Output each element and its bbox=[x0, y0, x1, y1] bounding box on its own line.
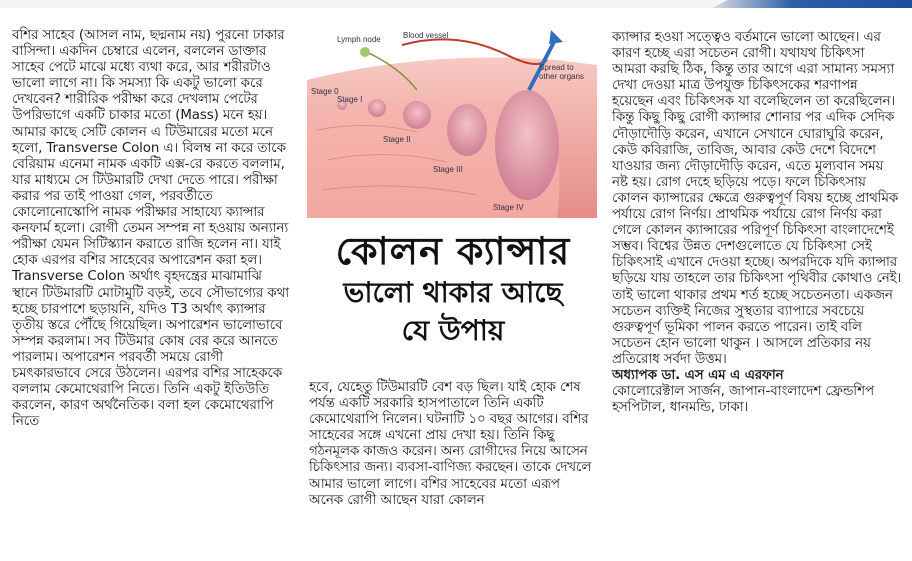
label-stage4: Stage IV bbox=[493, 203, 524, 212]
illustration-svg bbox=[307, 20, 597, 218]
label-stage1: Stage I bbox=[337, 95, 363, 104]
article-text-col2: হবে, যেহেতু টিউমারটি বেশ বড় ছিল। যাই হোক শেষ পর্যন্ত একটি সরকারি হাসপাতালে তিনি একটি কেমোথেরাপি নিলেন। ঘটনাটি ১০ বছর আগের। বশির সাহেবের সঙ্গে এখনো প্রায় দেখা হয়। তিনি কিছু গঠনমূলক কাজও করেন। অন্য রোগীদের নিয়ে আসেন চিকিৎসার জন্য। ব্যবসা-বাণিজ্য করছেন। তাকে দেখলে আমার ভালো লাগে। বশির সাহেবের মতো এরূপ অনেক রোগী আছেন যারা কোলন bbox=[309, 380, 592, 508]
headline-subtitle-2: যে উপায় bbox=[401, 314, 505, 347]
author-title: কোলোরেক্টাল সার্জন, জাপান-বাংলাদেশ ফ্রেন্ডশিপ হসপিটাল, ধানমন্ডি, ঢাকা। bbox=[612, 384, 874, 416]
lymph-node-icon bbox=[360, 47, 370, 57]
top-decorative-bar bbox=[0, 0, 912, 8]
article-text-col3: ক্যান্সার হওয়া সত্ত্বেও বর্তমানে ভালো আছেন। এর কারণ হচ্ছে এরা সচেতন রোগী। যথাযথ চিকিৎসা আমরা করছি ঠিক, কিন্তু তার আগে এরা সামান্য সমস্যা দেখা দেওয়া মাত্র উপযুক্ত চিকিৎসকের শরণাপন্ন হয়েছেন এবং চিকিৎসক যা বলেছিলেন তা করেছিলেন। কিন্তু কিছু কিছু রোগী ক্যান্সার শোনার পর এদিক সেদিক দৌড়াদৌড়ি করেন, এখানে সেখানে ঘোরাঘুরি করেন, কেউ কবিরাজি, তাবিজ, আবার কেউ দেশে বিদেশে যাওয়ার জন্য দৌড়াদৌড়ি করেন, এতে মূল্যবান সময় নষ্ট হয়। রোগ দেহে ছড়িয়ে পড়ে। ফলে চিকিৎসায় কোলন ক্যান্সারের ক্ষেত্রে গুরুত্বপূর্ণ বিষয় হচ্ছে প্রাথমিক পর্যায়ে রোগ নির্ণয়। প্রাথমিক পর্যায়ে রোগ নির্ণয় করা গেলে কোলন ক্যান্সারের পরিপূর্ণ চিকিৎসা বাংলাদেশেই সম্ভব। বিশ্বের উন্নত দেশগুলোতে যে চিকিৎসা সেই চিকিৎসাই এখানে দেওয়া হচ্ছে। অপরদিকে যদি ক্যান্সার ছড়িয়ে যায় তাহলে তার চিকিৎসা পৃথিবীর কোথাও নেই। তাই ভালো থাকার প্রথম শর্ত হচ্ছে সচেতনতা। একজন সচেতন ব্যক্তিই নিজের সুস্থতার ব্যাপারে সবচেয়ে গুরুত্বপূর্ণ ভূমিকা পালন করতে পারেন। তাই বলি সচেতন হোন ভালো থাকুন । আসলে প্রতিকার নয় প্রতিরোধ সর্বদা উত্তম। bbox=[612, 30, 902, 367]
label-lymph-node: Lymph node bbox=[337, 35, 381, 44]
article-column-2 bbox=[309, 380, 597, 509]
label-spread-2: other organs bbox=[539, 72, 584, 81]
article-headline bbox=[300, 228, 606, 350]
author-name: অধ্যাপক ডা. এস এম এ এরফান bbox=[612, 367, 784, 383]
label-blood-vessel: Blood vessel bbox=[403, 31, 449, 40]
label-spread: Spread to bbox=[539, 63, 574, 72]
article-text-col1: বশির সাহেব (আসল নাম, ছদ্মনাম নয়) পুরনো ঢাকার বাসিন্দা। একদিন চেম্বারে এলেন, বললেন ডাক্তার সাহেব পেটে মাঝে মধ্যে ব্যথা করে, আর শরীরটাও ভালো লাগে না। কি সমস্যা কি একটু ভালো করে দেখবেন? শারীরিক পরীক্ষা করে দেখলাম পেটের উপরিভাগে একটি চাকার মতো (Mass) মনে হয়। আমার কাছে সেটি কোলন এ টিউমারের মতো মনে হলো, Transverse Colon এ। বিলম্ব না করে তাকে বেরিয়াম এনেমা নামক একটি এক্স-রে করতে বললাম, যার মাধ্যমে সে টিউমারটি দেখা দেতে পারে। পরীক্ষা করার পর তাই পাওয়া গেল, পরবর্তীতে কোলোনোস্কোপি নামক পরীক্ষার সাহায্যে ক্যান্সার কনফার্ম হলো। রোগী তেমন সম্পন্ন না হওয়ায় অন্যান্য পরীক্ষা যেমন সিটিস্ক্যান করাতে রাজি হলেন না। যাই হোক এরপর বশির সাহেবের অপারেশন করা হল। Transverse Colon অর্থাৎ বৃহদন্ত্রের মাঝামাঝি স্থানে টিউমারটি মোটামুটি বড়ই, তবে সৌভাগ্যের কথা হচ্ছে চারপাশে ছড়ায়নি, যদিও T3 অর্থাৎ ক্যান্সার তৃতীয় স্তরে পৌঁছে গিয়েছিল। অপারেশন ভালোভাবে সম্পন্ন করলাম। সব টিউমার কোষ বের করে আনতে পারলাম। অপারেশন পরবর্তী সময়ে রোগী চমৎকারভাবে সেরে উঠলেন। এরপর বশির সাহেককে বললাম কেমোথেরাপি নিতে। তিনি একটু ইতিউতি করলেন, কারণ অর্থনৈতিক। বলা হল কেমোথেরাপি নিতে bbox=[12, 28, 290, 430]
label-stage2: Stage II bbox=[383, 135, 411, 144]
colon-cancer-stages-illustration bbox=[307, 20, 597, 218]
stage3-tumor bbox=[447, 104, 487, 156]
headline-subtitle-1: ভালো থাকার আছে bbox=[343, 276, 563, 309]
stage2-tumor bbox=[403, 101, 431, 129]
article-column-1 bbox=[12, 28, 290, 430]
label-stage0: Stage 0 bbox=[311, 87, 339, 96]
article-column-3 bbox=[612, 30, 902, 416]
headline-title: কোলন ক্যান্সার bbox=[335, 229, 571, 273]
label-stage3: Stage III bbox=[433, 165, 463, 174]
stage1-tumor bbox=[368, 99, 386, 117]
spread-arrow-head bbox=[549, 30, 563, 44]
top-accent-stripe bbox=[712, 0, 912, 8]
stage4-tumor bbox=[495, 90, 559, 200]
